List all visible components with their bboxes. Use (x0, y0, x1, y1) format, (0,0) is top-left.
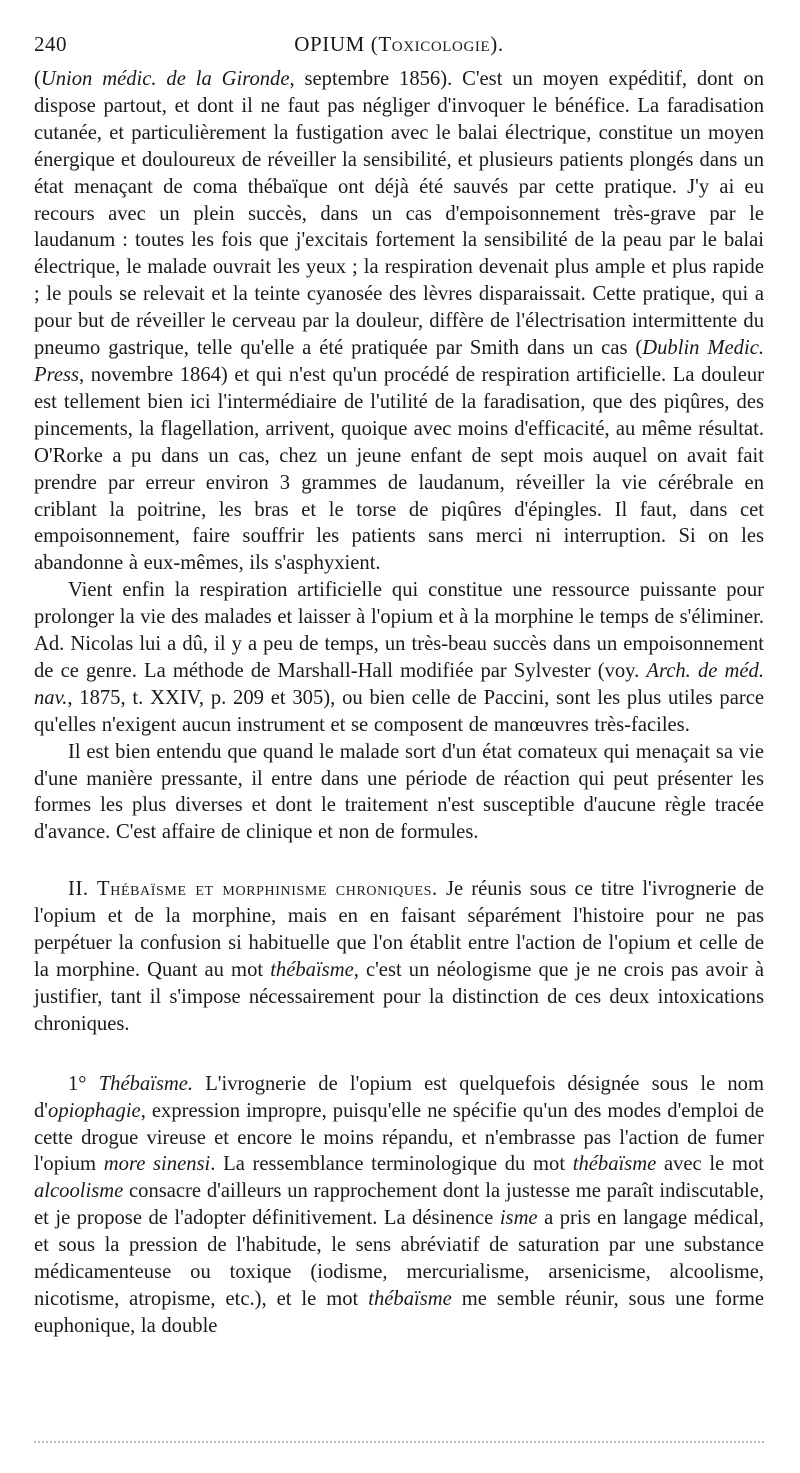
citation-italic: Union médic. de la Gironde (40, 68, 290, 90)
paragraph-section-ii (34, 876, 764, 1037)
running-head (34, 32, 764, 66)
term-italic: opiophagie (48, 1099, 141, 1122)
subsection-heading: Thébaïsme. (98, 1072, 194, 1095)
text-span: Je réunis sous ce titre l'ivrognerie de l'opium et de la morphine, mais en en faisant séparément l'histoire pour ne pas perpétuer la confusion si habituelle que l'on établit entre l'action de l'opium et celle de la morphine. Quant au mot (34, 878, 765, 981)
text-span: avec le mot (656, 1153, 764, 1176)
text-span: Vient enfin la respiration artificielle qui constitue une ressource puissante pour prolonger la vie des malades et laisser à l'opium et à la morphine le temps de s'éliminer. Ad. Nicolas lui a dû, il y a peu de temps, un très-beau succès dans un empoisonnement de ce genre. La méthode de Marshall-Hall modifiée par Sylvester (voy. (34, 579, 764, 682)
text-span: consacre d'ailleurs un rapprochement dont la justesse me paraît indiscutable, et je propose de l'adopter définitivement. La désinence (34, 1180, 764, 1230)
term-italic: more sinensi (103, 1153, 211, 1176)
subsection-number: 1° (68, 1072, 99, 1095)
term-italic: thébaïsme (572, 1153, 657, 1176)
term-italic: isme (499, 1207, 538, 1230)
text-span: , septembre 1856). C'est un moyen expéditif, dont on dispose partout, et dont il ne faut pas négliger d'invoquer le bénéfice. La faradisation cutanée, et particulièrement la fustigation avec le balai électrique, constitue un moyen énergique et douloureux de réveiller la sensibilité, et plusieurs patients plongés dans un état menaçant de coma thébaïque ont déjà été sauvés par cette pratique. J'y ai eu recours avec un plein succès, dans un cas d'empoisonnement très-grave par le laudanum : toutes les fois que j'excitais fortement la sensibilité de la peau par le balai électrique, le malade ouvrait les yeux ; la respiration devenait plus ample et plus rapide ; le pouls se relevait et la teinte cyanosée des lèvres disparaissait. Cette pratique, qui a pour but de réveiller le cerveau par la douleur, diffère de l'électrisation intermittente du pneumo gastrique, telle qu'elle a été pratiquée par Smith dans un cas ( (34, 68, 764, 360)
section-heading: II. Thébaïsme et morphinisme chroniques. (68, 878, 438, 901)
paragraph-faradisation (34, 66, 764, 577)
paragraph-thebaisme (34, 1071, 764, 1340)
text-span: ( (34, 68, 41, 90)
text-span: L'ivrognerie de l'opium est quelquefois désignée sous le nom d' (34, 1072, 764, 1122)
citation-italic: Arch. de méd. nav. (34, 659, 764, 709)
paragraph-respiration-artificielle (34, 577, 764, 738)
footer-dotted-rule (34, 1441, 764, 1443)
text-span: , 1875, t. XXIV, p. 209 et 305), ou bien celle de Paccini, sont les plus utiles parce qu'elles n'exigent aucun instrument et se composent de manœuvres très-faciles. (34, 686, 764, 736)
term-italic: alcoolisme (34, 1180, 124, 1203)
term-italic: thébaïsme (270, 959, 354, 981)
text-span: . La ressemblance terminologique du mot (210, 1153, 573, 1176)
text-span: , novembre 1864) et qui n'est qu'un procédé de respiration artificielle. La douleur est tellement bien ici l'intermédiaire de l'utilité de la faradisation, que des piqûres, des pincements, la flagellation, arrivent, quoique avec moins d'efficacité, au même résultat. O'Rorke a pu dans un cas, chez un jeune enfant de sept mois auquel on avait fait prendre par erreur environ 3 grammes de laudanum, réveiller la vie cérébrale en criblant la poitrine, les bras et le torse de piqûres d'épingles. Il faut, dans cet empoisonnement, faire souffrir les patients sans merci ni interruption. Si on les abandonne à eux-mêmes, ils s'asphyxient. (34, 363, 764, 575)
body-text (34, 66, 764, 1340)
page-number: 240 (34, 32, 67, 56)
citation-italic: Dublin Medic. Press (34, 337, 764, 386)
running-title: OPIUM (Toxicologie). (294, 32, 504, 56)
text-span: , c'est un néologisme que je ne crois pas avoir à justifier, tant il s'impose nécessairement pour la distinction de ces deux intoxications chroniques. (34, 959, 765, 1035)
text-span: a pris en langage médical, et sous la pression de l'habitude, le sens abréviatif de saturation par une substance médicamenteuse ou toxique (iodisme, mercurialisme, arsenicisme, alcoolisme, nicotisme, atropisme, etc.), et le mot (34, 1207, 764, 1310)
text-span: , expression impropre, puisqu'elle ne spécifie qu'un des modes d'emploi de cette drogue vireuse et encore le moins répandu, et n'embrasse pas l'action de fumer l'opium (34, 1099, 764, 1176)
text-span: Il est bien entendu que quand le malade sort d'un état comateux qui menaçait sa vie d'une manière pressante, il entre dans une période de réaction qui peut présenter les formes les plus diverses et dont le traitement n'est susceptible d'aucune règle tracée d'avance. C'est affaire de clinique et non de formules. (34, 740, 764, 844)
text-span: me semble réunir, sous une forme euphonique, la double (34, 1287, 764, 1337)
term-italic: thébaïsme (368, 1287, 452, 1310)
paragraph-reaction (34, 739, 764, 847)
